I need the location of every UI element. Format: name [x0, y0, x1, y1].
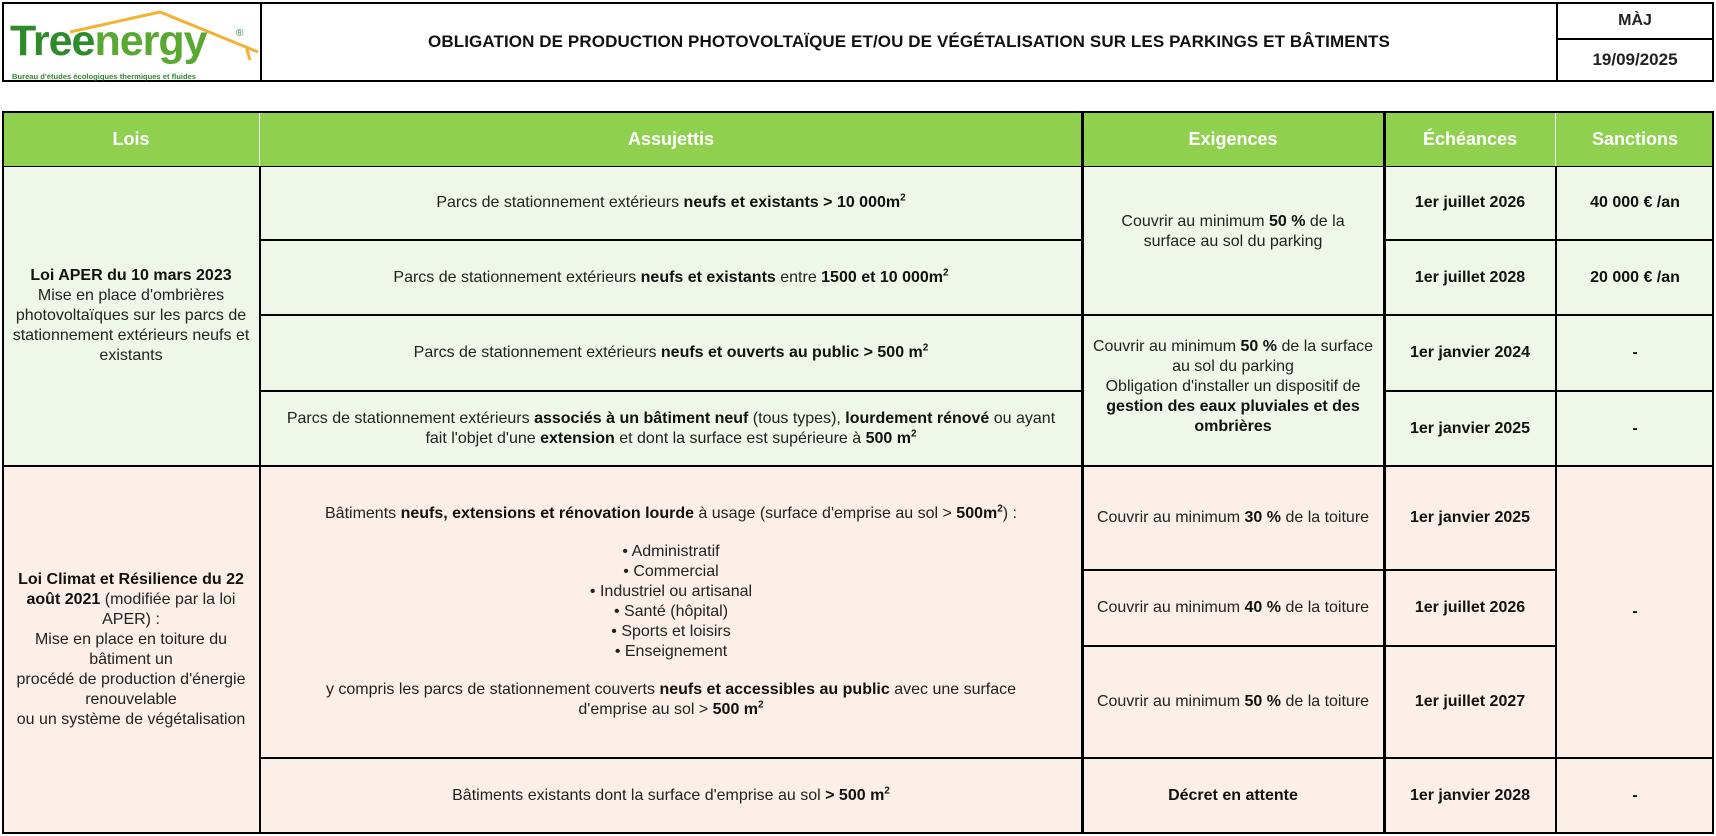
- logo-cell: [2, 2, 262, 82]
- column-header-lois: Lois: [2, 112, 260, 166]
- sanction-cell: 40 000 € /an: [1556, 166, 1714, 240]
- treenergy-logo: [10, 10, 260, 80]
- law-aper-title: Loi APER du 10 mars 2023: [30, 267, 232, 284]
- table-top-border: [2, 111, 1714, 113]
- column-header-sanctions: Sanctions: [1556, 112, 1714, 166]
- row-divider: [260, 390, 1082, 392]
- list-item: • Administratif: [622, 543, 720, 560]
- exigence-aper-2: Couvrir au minimum 50 % de la surface au sol du parking Obligation d'installer un dispositif de gestion des eaux pluviales et des ombrières: [1082, 315, 1384, 466]
- exigence-climat-3: Couvrir au minimum 50 % de la toiture: [1082, 646, 1384, 758]
- echeance-cell: 1er juillet 2026: [1384, 570, 1556, 646]
- law-climat-title: Loi Climat et Résilience du 22 août 2021: [18, 570, 244, 608]
- echeance-cell: 1er janvier 2024: [1384, 315, 1556, 391]
- echeance-cell: 1er juillet 2027: [1384, 646, 1556, 758]
- sanction-cell: 20 000 € /an: [1556, 240, 1714, 315]
- table-right-border: [1712, 112, 1714, 834]
- sanction-cell: -: [1556, 466, 1714, 758]
- column-divider: [1383, 112, 1386, 833]
- sanction-cell: -: [1556, 315, 1714, 391]
- assujettis-climat: Bâtiments neufs, extensions et rénovation lourde à usage (surface d'emprise au sol > $500m^2$) : • Administratif • Commercial • Industriel ou artisanal • Santé (hôpital) • Sports et loisirs • Enseignement y compris les parcs de stationnement couverts neufs et accessibles au public avec une surface d'emprise au sol > 500 $m^2$: [260, 466, 1082, 758]
- column-divider: [1081, 112, 1084, 833]
- maj-label: MÀJ: [1556, 2, 1714, 40]
- section-divider: [2, 465, 1714, 467]
- law-aper: [2, 166, 260, 466]
- echeance-cell: 1er janvier 2025: [1384, 466, 1556, 570]
- table-row: Parcs de stationnement extérieurs neufs et ouverts au public > 500 $m^2$: [260, 315, 1082, 391]
- logo-brand: Treenergy: [10, 17, 207, 65]
- echeance-cell: 1er janvier 2025: [1384, 391, 1556, 466]
- list-item: • Commercial: [623, 563, 719, 580]
- law-aper-description: Mise en place d'ombrières photovoltaïques sur les parcs de stationnement extérieurs neufs et existants: [12, 287, 250, 364]
- table-row: Parcs de stationnement extérieurs neufs et existants entre 1500 et 10 $000m^2$: [260, 240, 1082, 315]
- list-item: • Enseignement: [614, 643, 728, 660]
- column-header-assujettis: Assujettis: [260, 112, 1082, 166]
- exigence-climat-2: Couvrir au minimum 40 % de la toiture: [1082, 570, 1384, 646]
- table-row: Parcs de stationnement extérieurs associés à un bâtiment neuf (tous types), lourdement rénové ou ayant fait l'objet d'une extension et dont la surface est supérieure à 500 $m^2$: [260, 391, 1082, 466]
- echeance-cell: 1er janvier 2028: [1384, 758, 1556, 833]
- echeance-cell: 1er juillet 2026: [1384, 166, 1556, 240]
- list-item: • Industriel ou artisanal: [589, 583, 753, 600]
- exigence-climat-1: Couvrir au minimum 30 % de la toiture: [1082, 466, 1384, 570]
- logo-registered-mark: ®: [236, 28, 244, 39]
- logo-tagline: Bureau d'études écologiques thermiques et fluides: [12, 72, 197, 81]
- list-item: • Sports et loisirs: [611, 623, 731, 640]
- maj-date: 19/09/2025: [1556, 38, 1714, 82]
- echeance-cell: 1er juillet 2028: [1384, 240, 1556, 315]
- column-header-exigences: Exigences: [1082, 112, 1384, 166]
- column-header-echeances: Échéances: [1384, 112, 1556, 166]
- table-left-border: [2, 112, 4, 834]
- table-row: Parcs de stationnement extérieurs neufs et existants > 10 $000m^2$: [260, 166, 1082, 240]
- table-row: Bâtiments existants dont la surface d'emprise au sol > 500 $m^2$: [260, 758, 1082, 833]
- page-title: OBLIGATION DE PRODUCTION PHOTOVOLTAÏQUE ET/OU DE VÉGÉTALISATION SUR LES PARKINGS ET BÂTIMENTS: [260, 2, 1558, 82]
- sanction-cell: -: [1556, 391, 1714, 466]
- sanction-cell: -: [1556, 758, 1714, 833]
- exigence-existing: Décret en attente: [1082, 758, 1384, 833]
- column-divider: [259, 166, 261, 833]
- exigence-aper-1: Couvrir au minimum 50 % de la surface au sol du parking: [1082, 166, 1384, 315]
- table-bottom-border: [2, 832, 1714, 834]
- list-item: • Santé (hôpital): [613, 603, 729, 620]
- law-climat: Loi Climat et Résilience du 22 août 2021 (modifiée par la loi APER) : Mise en place en toiture du bâtiment un procédé de production d'énergie renouvelable ou un système de végétalisation: [2, 466, 260, 833]
